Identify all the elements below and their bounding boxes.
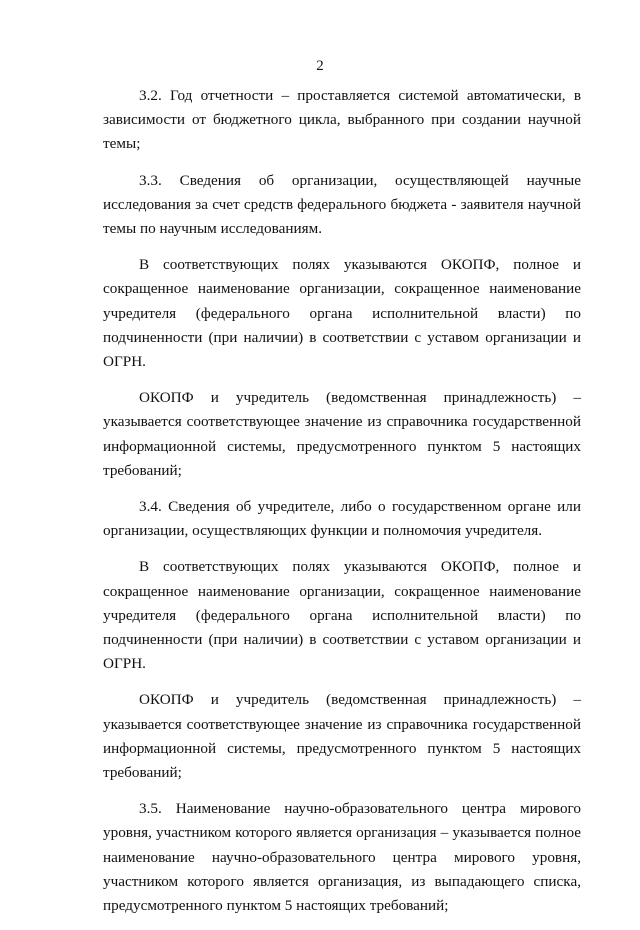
paragraph-3-3: 3.3. Сведения об организации, осуществляющей научные исследования за счет средств федерального бюджета - заявителя научной темы по научным исследованиям. (103, 171, 581, 238)
paragraph-3-4-okopf: ОКОПФ и учредитель (ведомственная принадлежность) – указывается соответствующее значение из справочника государственной информационной системы, предусмотренного пунктом 5 настоящих требований; (103, 691, 581, 782)
paragraph-3-4-fields: В соответствующих полях указываются ОКОПФ, полное и сокращенное наименование организации, сокращенное наименование учредителя (федерального органа исполнительной власти) по подчиненности (при наличии) в соответствии с уставом организации и ОГРН. (103, 558, 581, 673)
paragraph-3-2: 3.2. Год отчетности – проставляется системой автоматически, в зависимости от бюджетного цикла, выбранного при создании научной темы; (103, 87, 581, 153)
paragraph-3-3-okopf: ОКОПФ и учредитель (ведомственная принадлежность) – указывается соответствующее значение из справочника государственной информационной системы, предусмотренного пунктом 5 настоящих требований; (103, 389, 581, 479)
document-body (103, 84, 581, 930)
page-number: 2 (316, 58, 324, 74)
paragraph-3-4: 3.4. Сведения об учредителе, либо о государственном органе или организации, осуществляющих функции и полномочия учредителя. (103, 498, 581, 540)
paragraph-3-5: 3.5. Наименование научно-образовательного центра мирового уровня, участником которого является организация – указывается полное наименование научно-образовательного центра мирового уровня, участником которого является организация, из выпадающего списка, предусмотренного пунктом 5 настоящих требований; (103, 800, 581, 915)
paragraph-3-3-fields: В соответствующих полях указываются ОКОПФ, полное и сокращенное наименование организации, сокращенное наименование учредителя (федерального органа исполнительной власти) по подчиненности (при наличии) в соответствии с уставом организации и ОГРН. (103, 256, 581, 371)
